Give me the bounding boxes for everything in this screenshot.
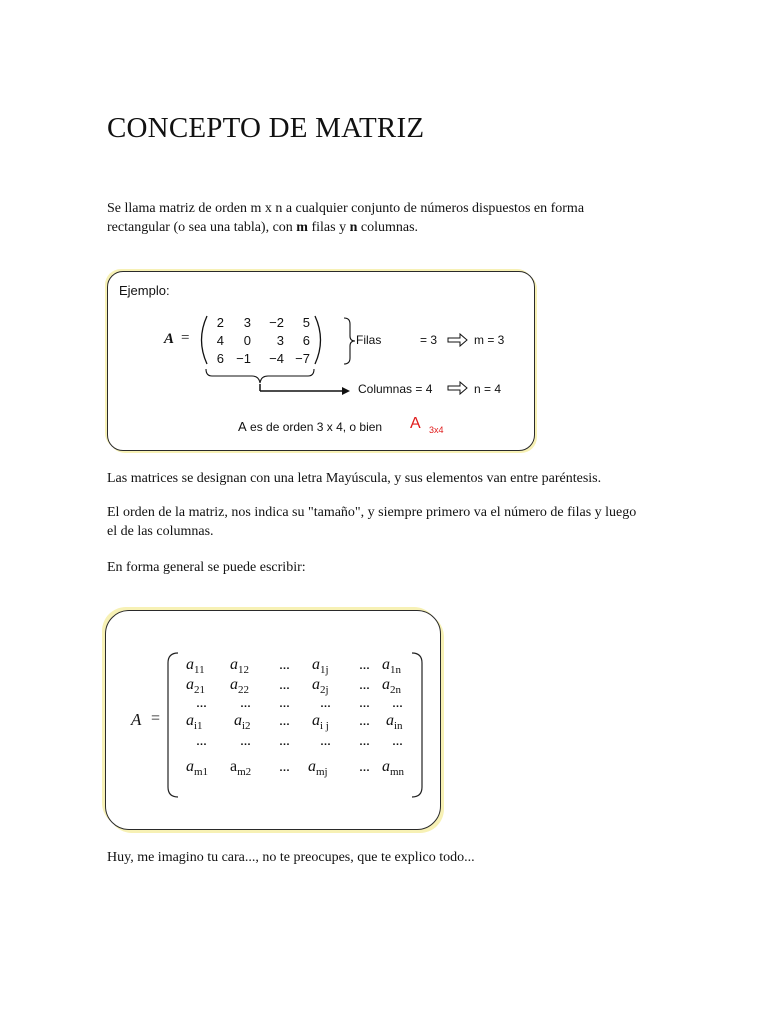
implies-arrow-icon-1	[448, 334, 467, 346]
rows-brace	[344, 318, 355, 364]
cell-a1n: $a_{1n}$	[382, 656, 401, 677]
cell-dots-0-2: …	[279, 660, 290, 672]
example-label: Ejemplo:	[119, 283, 170, 298]
cell-dots-4-3: …	[320, 736, 331, 748]
cell-dots-5-2: …	[279, 762, 290, 774]
cell-1-1: 0	[243, 333, 251, 348]
cell-dots-1-2: …	[279, 680, 290, 692]
cell-am1: $a_{m1}$	[186, 758, 209, 779]
intro-m: m	[296, 220, 308, 235]
page-title: CONCEPTO DE MATRIZ	[107, 112, 425, 144]
cell-a11: $a_{11}$	[186, 656, 205, 677]
filas-result: m = 3	[474, 333, 505, 347]
cell-0-0: 2	[216, 315, 224, 330]
example-matrix-name: A	[164, 331, 175, 347]
cell-amj: $a_{mj}$	[308, 758, 328, 779]
intro-n: n	[349, 220, 358, 235]
cell-a22: $a_{22}$	[230, 676, 249, 697]
columnas-label: Columnas = 4	[358, 382, 433, 396]
cell-ain: $a_{in}$	[386, 712, 403, 733]
order-letter: A	[238, 419, 247, 434]
columns-brace	[206, 369, 314, 383]
filas-label: Filas	[356, 333, 382, 347]
columnas-result: n = 4	[474, 382, 502, 396]
cell-dots-4-4: …	[359, 736, 370, 748]
paragraph-matrices: Las matrices se designan con una letra Mayúscula, y sus elementos van entre paréntesis.	[107, 471, 602, 486]
cell-1-0: 4	[216, 333, 224, 348]
order-symbol: A	[410, 415, 421, 432]
cell-a12: $a_{12}$	[230, 656, 249, 677]
implies-arrow-icon-2	[448, 382, 467, 394]
general-matrix-grid	[184, 656, 416, 796]
order-line	[238, 419, 382, 434]
cell-1-2: 3	[276, 333, 284, 348]
cell-0-3: 5	[302, 315, 310, 330]
cell-dots-2-3: …	[320, 698, 331, 710]
cell-dots-1-4: …	[359, 680, 370, 692]
cell-dots-5-4: …	[359, 762, 370, 774]
intro-line-1: Se llama matriz de orden m x n a cualquier conjunto de números dispuestos en forma	[107, 201, 585, 216]
example-matrix	[200, 315, 320, 371]
cell-2-1: −1	[236, 351, 251, 366]
cell-dots-3-4: …	[359, 716, 370, 728]
cell-dots-2-5: …	[392, 698, 403, 710]
general-matrix-figure	[105, 610, 441, 830]
cell-dots-2-0: …	[196, 698, 207, 710]
cell-dots-2-2: …	[279, 698, 290, 710]
cell-ai1: $a_{i1}$	[186, 712, 203, 733]
paragraph-closing: Huy, me imagino tu cara..., no te preocupes, que te explico todo...	[107, 850, 475, 865]
intro-line-2c: columnas.	[357, 220, 419, 235]
example-figure	[107, 271, 535, 451]
columns-arrow-head	[342, 387, 350, 395]
cell-a21: $a_{21}$	[186, 676, 205, 697]
general-matrix-name: A	[131, 710, 142, 729]
order-text: es de orden 3 x 4, o bien	[250, 420, 383, 434]
cell-ai2: $a_{i2}$	[234, 712, 251, 733]
intro-line-2b: filas y	[307, 220, 350, 235]
cell-dots-3-2: …	[279, 716, 290, 728]
cell-a2j: $a_{2j}$	[312, 676, 329, 697]
cell-2-0: 6	[216, 351, 224, 366]
cell-a1j: $a_{1j}$	[312, 656, 329, 677]
cell-aij: $a_{i j}$	[312, 712, 329, 733]
cell-dots-4-5: …	[392, 736, 403, 748]
cell-0-2: −2	[269, 315, 284, 330]
cell-1-3: 6	[302, 333, 310, 348]
cell-dots-2-1: …	[240, 698, 251, 710]
paragraph-general: En forma general se puede escribir:	[107, 560, 306, 575]
cell-0-1: 3	[243, 315, 251, 330]
cell-amn: $a_{mn}$	[382, 758, 405, 779]
cell-dots-4-0: …	[196, 736, 207, 748]
intro-paragraph	[107, 199, 667, 237]
paragraph-orden: El orden de la matriz, nos indica su "tamaño", y siempre primero va el número de filas y luego el de las columnas.	[107, 505, 637, 539]
filas-value: = 3	[420, 333, 438, 347]
general-left-paren	[168, 653, 178, 797]
example-equals: =	[181, 330, 190, 346]
cell-am2: $a_{m2}$	[230, 758, 252, 779]
cell-dots-0-4: …	[359, 660, 370, 672]
cell-2-3: −7	[295, 351, 310, 366]
order-subscript: 3x4	[429, 425, 444, 435]
general-equals: =	[151, 710, 161, 727]
intro-line-2a: rectangular (o sea una tabla), con	[107, 220, 297, 235]
cell-dots-4-1: …	[240, 736, 251, 748]
cell-dots-4-2: …	[279, 736, 290, 748]
cell-a2n: $a_{2n}$	[382, 676, 401, 697]
cell-2-2: −4	[269, 351, 284, 366]
cell-dots-2-4: …	[359, 698, 370, 710]
